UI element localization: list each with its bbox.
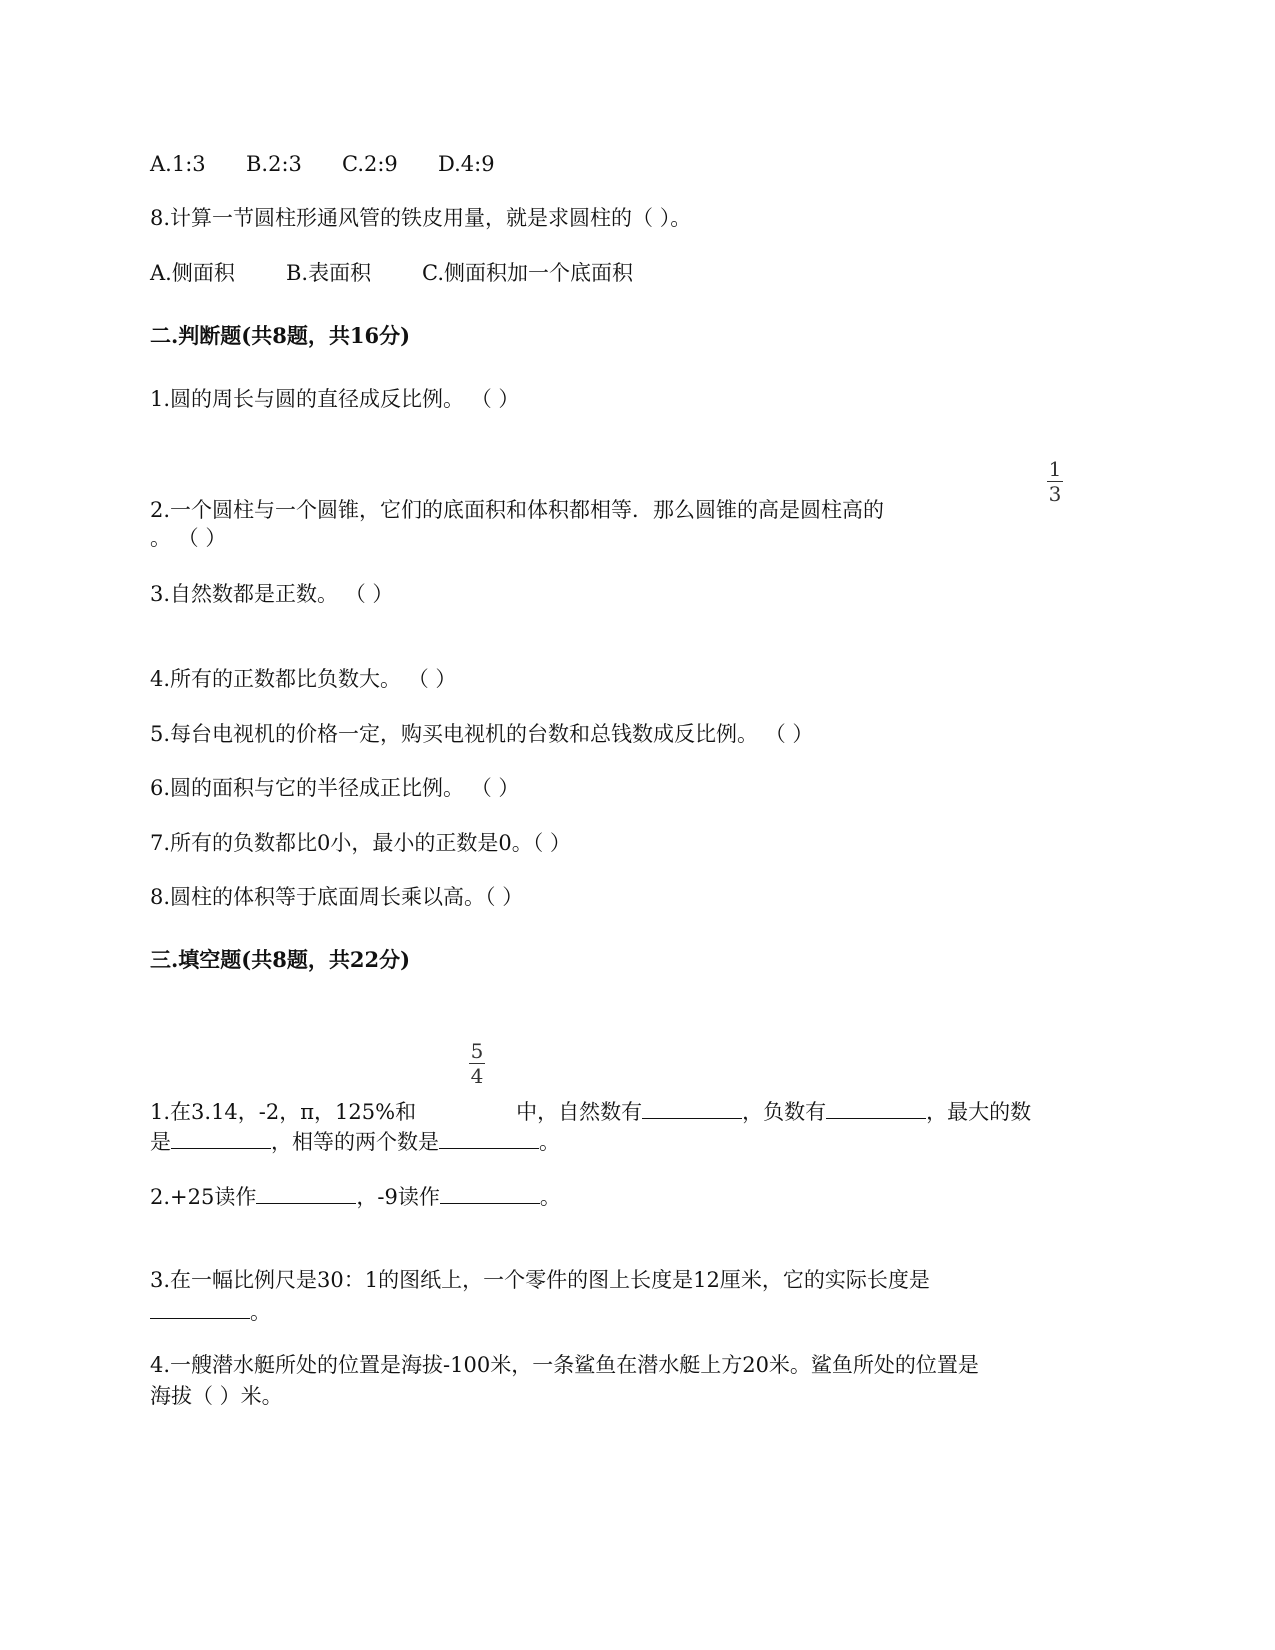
fill-q1-text-b: 中，自然数有: [516, 1100, 643, 1124]
option-b: B.表面积: [286, 261, 372, 285]
fill-q1-line2: [150, 1126, 560, 1156]
fill-q1-text-a: 1.在3.14，-2，π，125%和: [150, 1100, 417, 1124]
judge-q3: 3.自然数都是正数。 （ ）: [150, 582, 394, 606]
q8-options: [150, 259, 633, 287]
fill-q2: [150, 1181, 561, 1211]
fraction-denominator: 4: [470, 1064, 484, 1088]
judge-q1: 1.圆的周长与圆的直径成反比例。 （ ）: [150, 387, 520, 411]
fill-q2-text-b: ，-9读作: [356, 1185, 440, 1209]
answer-blank[interactable]: [440, 1181, 540, 1204]
q7-options: [150, 150, 495, 178]
fill-q1-line1: [150, 1096, 1031, 1126]
fraction-numerator: 5: [470, 1039, 484, 1063]
fill-q3-line2: [150, 1296, 271, 1326]
fill-q3-line1: 3.在一幅比例尺是30：1的图纸上，一个零件的图上长度是12厘米，它的实际长度是: [150, 1268, 930, 1292]
fill-q3-end: 。: [250, 1300, 271, 1324]
fraction-five-fourths: [462, 1040, 492, 1087]
option-a: A.1:3: [150, 152, 206, 176]
judge-q8: 8.圆柱的体积等于底面周长乘以高。（ ）: [150, 885, 524, 909]
judge-q7: 7.所有的负数都比0小，最小的正数是0。（ ）: [150, 831, 571, 855]
fraction-numerator: 1: [1048, 457, 1062, 481]
judge-q4: 4.所有的正数都比负数大。 （ ）: [150, 667, 457, 691]
answer-blank[interactable]: [150, 1296, 250, 1319]
judge-q2-line2: 。 （ ）: [150, 526, 227, 550]
section-2-heading: 二.判断题(共8题，共16分): [150, 323, 411, 348]
fill-q2-text-c: 。: [539, 1185, 561, 1209]
option-a: A.侧面积: [150, 261, 235, 285]
fill-q2-text-a: 2.+25读作: [150, 1185, 257, 1209]
fill-q4-line1: 4.一艘潜水艇所处的位置是海拔-100米，一条鲨鱼在潜水艇上方20米。鲨鱼所处的位置是: [150, 1353, 979, 1377]
answer-blank[interactable]: [826, 1096, 926, 1119]
fill-q1-text-c: ，负数有: [742, 1100, 827, 1124]
fill-q1-text-e: 是: [150, 1130, 171, 1154]
answer-blank[interactable]: [642, 1096, 742, 1119]
judge-q6: 6.圆的面积与它的半径成正比例。 （ ）: [150, 776, 520, 800]
section-3-heading: 三.填空题(共8题，共22分): [150, 947, 411, 972]
answer-blank[interactable]: [171, 1126, 271, 1149]
question-8: 8.计算一节圆柱形通风管的铁皮用量，就是求圆柱的（ ）。: [150, 206, 692, 230]
judge-q2-line1: 2.一个圆柱与一个圆锥，它们的底面积和体积都相等．那么圆锥的高是圆柱高的: [150, 498, 885, 522]
option-c: C.侧面积加一个底面积: [422, 261, 633, 285]
option-b: B.2:3: [246, 152, 302, 176]
option-d: D.4:9: [438, 152, 495, 176]
judge-q5: 5.每台电视机的价格一定，购买电视机的台数和总钱数成反比例。 （ ）: [150, 722, 814, 746]
fill-q1-text-g: 。: [539, 1130, 560, 1154]
answer-blank[interactable]: [256, 1181, 356, 1204]
fraction-denominator: 3: [1048, 482, 1062, 506]
fraction-one-third: [1040, 458, 1070, 505]
answer-blank[interactable]: [439, 1126, 539, 1149]
fill-q1-text-f: ，相等的两个数是: [271, 1130, 439, 1154]
fill-q1-text-d: ，最大的数: [926, 1100, 1032, 1124]
fill-q4-line2: 海拔（ ）米。: [150, 1384, 283, 1408]
option-c: C.2:9: [342, 152, 398, 176]
